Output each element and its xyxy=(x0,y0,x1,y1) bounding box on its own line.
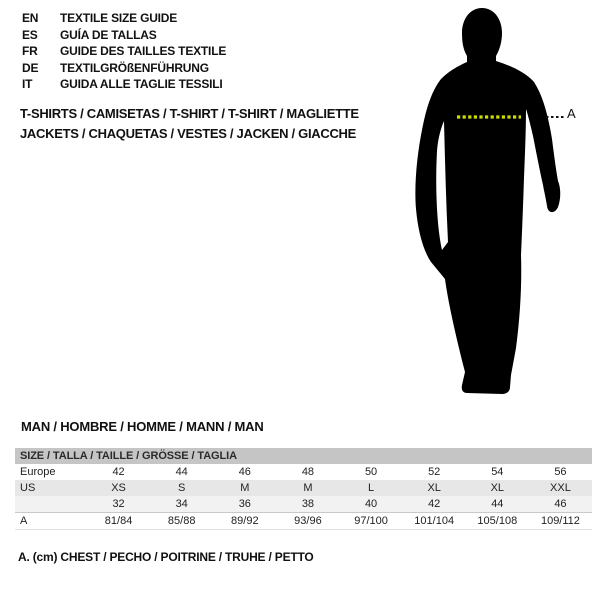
measure-label-a: A xyxy=(567,106,576,121)
table-cell: 46 xyxy=(554,498,567,510)
table-cell: 81/84 xyxy=(104,515,133,527)
table-row-us-numbers xyxy=(15,496,592,512)
language-row-de xyxy=(22,60,226,77)
row-label xyxy=(15,496,87,512)
language-row-fr xyxy=(22,43,226,60)
measurement-footnote: A. (cm) CHEST / PECHO / POITRINE / TRUHE / PETTO xyxy=(18,550,314,564)
language-code: IT xyxy=(22,77,33,91)
table-cell: 44 xyxy=(491,498,504,510)
section-title-man: MAN / HOMBRE / HOMME / MANN / MAN xyxy=(21,419,264,434)
table-cell: 54 xyxy=(491,466,504,478)
table-cell: 56 xyxy=(554,466,567,478)
table-cell: 105/108 xyxy=(477,515,518,527)
table-cell: L xyxy=(368,482,375,494)
table-cell: 32 xyxy=(112,498,125,510)
table-cell: XL xyxy=(490,482,505,494)
table-cell: 101/104 xyxy=(414,515,455,527)
language-code: DE xyxy=(22,60,39,75)
language-row-it xyxy=(22,76,226,93)
row-label: A xyxy=(20,515,28,527)
table-cell: 85/88 xyxy=(167,515,196,527)
table-cell: 42 xyxy=(428,498,441,510)
table-cell: 109/112 xyxy=(540,515,580,527)
language-text: GUIDE DES TAILLES TEXTILE xyxy=(60,44,227,58)
table-cell: XS xyxy=(111,482,126,494)
table-row-us-letters xyxy=(15,480,592,496)
table-cell: XL xyxy=(427,482,441,494)
table-cell: 44 xyxy=(175,466,188,478)
table-cell: XXL xyxy=(550,482,571,494)
row-label: Europe xyxy=(20,466,56,478)
table-cell: 46 xyxy=(238,466,251,478)
table-cell: 38 xyxy=(301,498,315,510)
size-table-header: SIZE / TALLA / TAILLE / GRÖSSE / TAGLIA xyxy=(15,448,592,464)
size-table xyxy=(15,448,592,530)
table-cell: 40 xyxy=(364,498,378,510)
language-code: FR xyxy=(22,44,38,58)
table-cell: M xyxy=(303,482,313,494)
table-cell: 36 xyxy=(238,498,251,510)
language-code: ES xyxy=(22,27,38,42)
language-code: EN xyxy=(22,11,39,25)
table-cell: 93/96 xyxy=(294,515,322,527)
row-label: US xyxy=(20,482,36,494)
language-text: TEXTILGRÖßENFÜHRUNG xyxy=(60,60,209,75)
man-silhouette-figure xyxy=(400,4,580,404)
table-cell: 89/92 xyxy=(231,515,259,527)
language-text: TEXTILE SIZE GUIDE xyxy=(60,11,178,25)
language-text: GUÍA DE TALLAS xyxy=(60,27,157,42)
table-cell: 34 xyxy=(175,498,188,510)
table-cell: M xyxy=(240,482,250,494)
man-silhouette-icon xyxy=(400,4,580,404)
table-cell: 48 xyxy=(301,466,315,478)
table-cell: 97/100 xyxy=(354,515,388,527)
language-text: GUIDA ALLE TAGLIE TESSILI xyxy=(60,77,223,91)
language-row-es xyxy=(22,27,226,44)
language-legend xyxy=(22,10,226,93)
table-cell: 52 xyxy=(428,466,441,478)
table-row-chest-cm xyxy=(15,512,592,529)
table-cell: 42 xyxy=(112,466,125,478)
table-cell: S xyxy=(178,482,186,494)
category-jackets: JACKETS / CHAQUETAS / VESTES / JACKEN / GIACCHE xyxy=(20,126,356,141)
table-cell: 50 xyxy=(364,466,378,478)
table-row-europe xyxy=(15,464,592,480)
language-row-en xyxy=(22,10,226,27)
category-tshirts: T-SHIRTS / CAMISETAS / T-SHIRT / T-SHIRT / MAGLIETTE xyxy=(20,106,359,121)
garment-categories xyxy=(20,104,359,144)
